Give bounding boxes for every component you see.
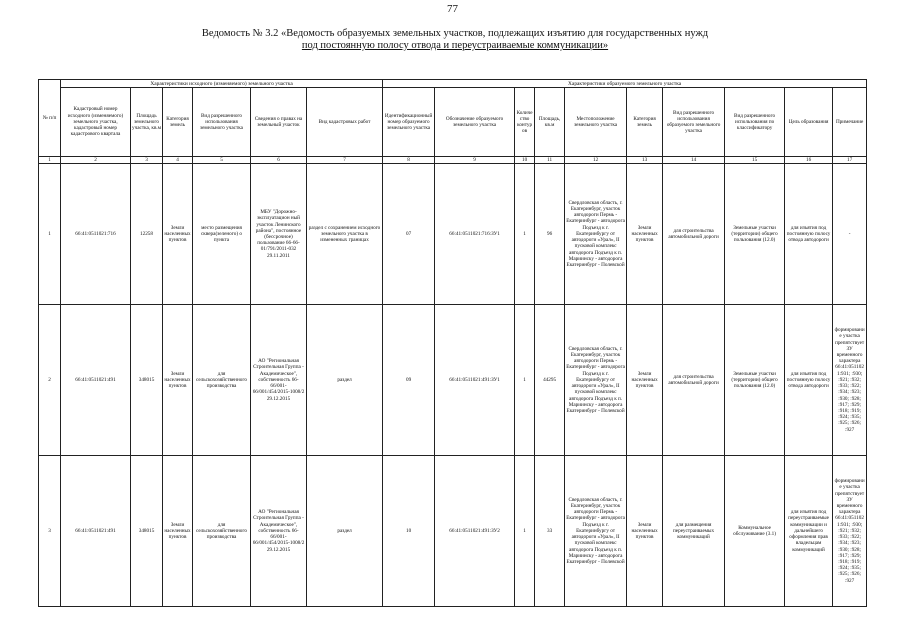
cell-contours: 1 xyxy=(515,456,535,607)
cell-cadastral: 66:41:0511021:491 xyxy=(61,456,131,607)
cell-vri: для сельскохозяйственного производства xyxy=(193,456,251,607)
column-header-15: Вид разрешенного использования по классификатору xyxy=(725,88,785,157)
land-plots-table xyxy=(38,79,867,607)
cell-new-category: Земли населенных пунктов xyxy=(627,456,663,607)
cell-new-category: Земли населенных пунктов xyxy=(627,164,663,305)
column-number-8: 8 xyxy=(383,157,435,164)
column-number-16: 16 xyxy=(785,157,833,164)
cell-vri: место размещения сквера(зеленого) о пункта xyxy=(193,164,251,305)
column-number-7: 7 xyxy=(307,157,383,164)
column-number-13: 13 xyxy=(627,157,663,164)
group-header-new: Характеристики образуемого земельного участка xyxy=(383,80,867,88)
cell-area: 348015 xyxy=(131,456,163,607)
cell-new-category: Земли населенных пунктов xyxy=(627,305,663,456)
cell-location: Свердловская область, г. Екатеринбург, участок автодороги Пермь - Екатеринбург - автодорога Подъезд к г. Екатеринбургу от автодороги «Урал», II пусковой комплекс автодорога Подъезд к п. Мариинску - автодорога Екатеринбург - Полевской xyxy=(565,456,627,607)
column-number-5: 5 xyxy=(193,157,251,164)
cell-np: 3 xyxy=(39,456,61,607)
document-title xyxy=(60,28,850,52)
cell-contours: 1 xyxy=(515,164,535,305)
cell-classifier: Коммунальное обслуживание (3.1) xyxy=(725,456,785,607)
cell-note: формирование участка препятствует ЗУ временного характера 66:41:0511021:931; :930; :921; :932; :933; :922; :934; :923; :930; :928; :917; :929; :918; :919; :924; :935; :925; :926; :927 xyxy=(833,456,867,607)
column-number-2: 2 xyxy=(61,157,131,164)
column-number-11: 11 xyxy=(535,157,565,164)
cell-note: формирование участка препятствует ЗУ временного характера 66:41:0511021:931; :930; :921; :932; :933; :922; :934; :923; :930; :928; :917; :929; :918; :919; :924; :935; :925; :926; :927 xyxy=(833,305,867,456)
cell-designation: 66:41:0511021:491:ЗУ1 xyxy=(435,305,515,456)
column-header-13: Категория земель xyxy=(627,88,663,157)
cell-designation: 66:41:0511021:716:ЗУ1 xyxy=(435,164,515,305)
column-number-4: 4 xyxy=(163,157,193,164)
cell-category: Земли населенных пунктов xyxy=(163,456,193,607)
cell-new-area: 44295 xyxy=(535,305,565,456)
column-header-4: Категория земель xyxy=(163,88,193,157)
column-number-3: 3 xyxy=(131,157,163,164)
cell-new-vri: для размещения переустраиваемых коммуникаций xyxy=(663,456,725,607)
cell-classifier: Земельные участки (территории) общего пользования (12.0) xyxy=(725,305,785,456)
cell-np: 2 xyxy=(39,305,61,456)
cell-purpose: для изъятия под постоянную полосу отвода автодороги xyxy=(785,305,833,456)
page-number: 77 xyxy=(447,3,458,15)
cell-new-vri: для строительства автомобильной дороги xyxy=(663,164,725,305)
column-header-7: Вид кадастровых работ xyxy=(307,88,383,157)
column-header-9: Обозначение образуемого земельного участка xyxy=(435,88,515,157)
cell-purpose: для изъятия под постоянную полосу отвода автодороги xyxy=(785,164,833,305)
column-header-12: Местоположение земельного участка xyxy=(565,88,627,157)
column-header-10: Количество контуров xyxy=(515,88,535,157)
cell-purpose: для изъятия под переустраиваемые коммуникации и дальнейшего оформления прав владельцам коммуникаций xyxy=(785,456,833,607)
cell-new-area: 96 xyxy=(535,164,565,305)
column-header-14: Вид разрешенного использования образуемого земельного участка xyxy=(663,88,725,157)
cell-classifier: Земельные участки (территории) общего пользования (12.0) xyxy=(725,164,785,305)
cell-note: - xyxy=(833,164,867,305)
cell-rights: МБУ "Дорожно-эксплуатацион ный участок Ленинского района", постоянное (бессрочное) пользование 66-66-01/791/2011-032 29.11.2011 xyxy=(251,164,307,305)
cell-contours: 1 xyxy=(515,305,535,456)
column-number-12: 12 xyxy=(565,157,627,164)
cell-works: раздел с сохранением исходного земельного участка в измененных границах xyxy=(307,164,383,305)
cell-area: 348015 xyxy=(131,305,163,456)
cell-location: Свердловская область, г. Екатеринбург, участок автодороги Пермь - Екатеринбург - автодорога Подъезд к г. Екатеринбургу от автодороги «Урал», II пусковой комплекс автодорога Подъезд к п. Мариинску - автодорога Екатеринбург - Полевской xyxy=(565,305,627,456)
column-header-16: Цель образования xyxy=(785,88,833,157)
column-header-6: Сведения о правах на земельный участок xyxy=(251,88,307,157)
cell-works: раздел xyxy=(307,305,383,456)
column-number-10: 10 xyxy=(515,157,535,164)
column-header-17: Примечание xyxy=(833,88,867,157)
cell-designation: 66:41:0511021:491:ЗУ2 xyxy=(435,456,515,607)
cell-vri: для сельскохозяйственного производства xyxy=(193,305,251,456)
table-row xyxy=(39,164,867,305)
column-header-3: Площадь земельного участка, кв.м xyxy=(131,88,163,157)
cell-location: Свердловская область, г. Екатеринбург, участок автодороги Пермь - Екатеринбург - автодорога Подъезд к г. Екатеринбургу от автодороги «Урал», II пусковой комплекс автодорога Подъезд к п. Мариинску - автодорога Екатеринбург - Полевской xyxy=(565,164,627,305)
column-number-17: 17 xyxy=(833,157,867,164)
cell-rights: АО "Региональная Строительная Группа - Академическое", собственность 66-66/001-66/001/454/2015-1008/2 29.12.2015 xyxy=(251,456,307,607)
column-number-6: 6 xyxy=(251,157,307,164)
cell-id: 10 xyxy=(383,456,435,607)
column-header-8: Идентификационный номер образуемого земельного участка xyxy=(383,88,435,157)
column-number-15: 15 xyxy=(725,157,785,164)
cell-id: 07 xyxy=(383,164,435,305)
table-row xyxy=(39,456,867,607)
cell-area: 12258 xyxy=(131,164,163,305)
cell-cadastral: 66:41:0511021:716 xyxy=(61,164,131,305)
title-line-2: под постоянную полосу отвода и переустраиваемые коммуникации» xyxy=(301,40,609,51)
column-number-14: 14 xyxy=(663,157,725,164)
cell-new-vri: для строительства автомобильной дороги xyxy=(663,305,725,456)
column-headers-row xyxy=(39,88,867,157)
column-numbers-row xyxy=(39,157,867,164)
column-number-9: 9 xyxy=(435,157,515,164)
cell-rights: АО "Региональная Строительная Группа - Академическое", собственность 66-66/001-66/001/454/2015-1008/2 29.12.2015 xyxy=(251,305,307,456)
cell-cadastral: 66:41:0511021:491 xyxy=(61,305,131,456)
column-header-2: Кадастровый номер исходного (изменяемого) земельного участка, кадастровый номер кадастрового квартала xyxy=(61,88,131,157)
group-header-source: Характеристики исходного (изменяемого) земельного участка xyxy=(61,80,383,88)
table-row xyxy=(39,305,867,456)
column-header-5: Вид разрешенного использования земельного участка xyxy=(193,88,251,157)
column-header-11: Площадь, кв.м xyxy=(535,88,565,157)
cell-category: Земли населенных пунктов xyxy=(163,164,193,305)
cell-np: 1 xyxy=(39,164,61,305)
header-np: № п/п xyxy=(39,80,61,157)
column-number-1: 1 xyxy=(39,157,61,164)
cell-works: раздел xyxy=(307,456,383,607)
cell-category: Земли населенных пунктов xyxy=(163,305,193,456)
title-line-1: Ведомость № 3.2 «Ведомость образуемых земельных участков, подлежащих изъятию для государственных нужд xyxy=(201,28,709,39)
cell-id: 09 xyxy=(383,305,435,456)
cell-new-area: 33 xyxy=(535,456,565,607)
